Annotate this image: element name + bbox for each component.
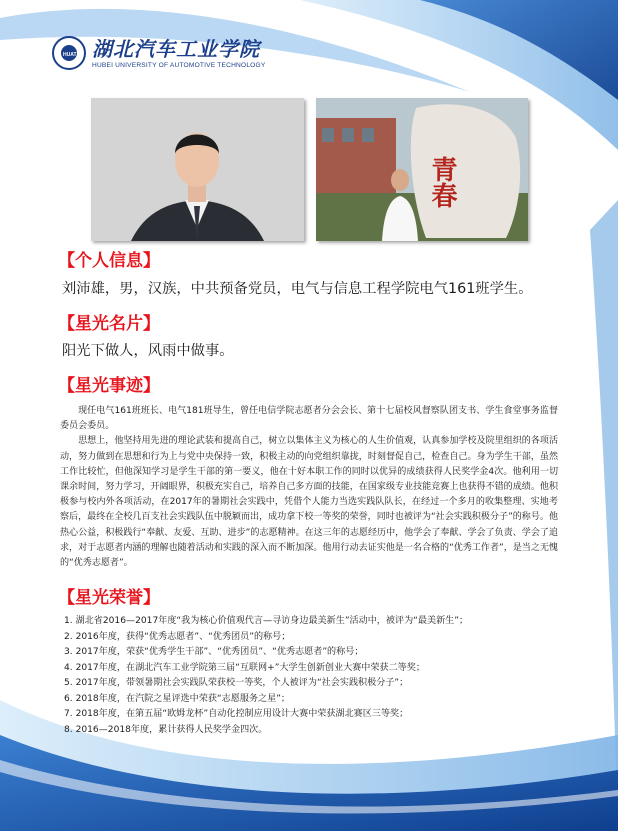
honor-item: 5. 2017年度，带领暑期社会实践队荣获校一等奖，个人被评为“社会实践积极分子”；	[64, 678, 409, 688]
campus-photo	[316, 98, 528, 241]
university-seal-icon	[52, 36, 86, 70]
honors-list	[64, 614, 564, 738]
section-title-honors: 【 星光荣誉 】	[58, 583, 160, 607]
stone-inscription: 青春	[427, 156, 457, 208]
deeds-paragraph: 现任电气161班班长、电气181班导生，曾任电信学院志愿者分会会长、第十七届校风督察队团支书、学生食堂事务监督委员会委员。	[60, 406, 558, 432]
personal-info-text: 刘沛雄，男，汉族，中共预备党员，电气与信息工程学院电气161班学生。	[62, 281, 533, 297]
honor-item: 4. 2017年度，在湖北汽车工业学院第三届“互联网+”大学生创新创业大赛中荣获二等奖；	[64, 662, 425, 673]
university-name-cn: 湖北汽车工业学院	[92, 36, 260, 61]
deeds-title: 星光事迹	[75, 375, 143, 396]
university-logo	[52, 36, 265, 70]
honor-item: 3. 2017年度，荣获“优秀学生干部”、“优秀团员”、“优秀志愿者”的称号；	[64, 647, 364, 657]
campus-illustration	[316, 98, 528, 241]
seal-mark: HUAT	[63, 52, 77, 58]
section-title-deeds: 【 星光事迹 】	[58, 371, 160, 395]
university-name-en: HUBEI UNIVERSITY OF AUTOMOTIVE TECHNOLOGY	[92, 61, 266, 69]
portrait-photo	[91, 98, 304, 241]
section-title-personal-info: 【 个人信息 】	[58, 246, 160, 270]
honor-item: 1. 湖北省2016—2017年度“我为核心价值观代言—寻访身边最美新生”活动中，被评为“最美新生”；	[64, 616, 469, 626]
portrait-illustration	[91, 98, 304, 241]
honor-item: 6. 2018年度，在汽院之星评选中荣获“志愿服务之星”；	[64, 693, 291, 704]
business-card-text: 阳光下做人，风雨中做事。	[62, 343, 234, 359]
honor-item: 7. 2018年度，在第五届“欧姆龙杯”自动化控制应用设计大赛中荣获湖北赛区三等奖；	[64, 709, 409, 719]
honor-item: 2. 2016年度，获得“优秀志愿者”、“优秀团员”的称号；	[64, 631, 291, 642]
honor-item: 8. 2016—2018年度，累计获得人民奖学金四次。	[64, 724, 268, 735]
business-card-title: 星光名片	[75, 313, 143, 334]
honors-title: 星光荣誉	[75, 587, 143, 608]
section-title-business-card: 【 星光名片 】	[58, 309, 160, 333]
deeds-paragraph: 思想上，他坚持用先进的理论武装和提高自己，树立以集体主义为核心的人生价值观，认真参加学校及院里组织的各项活动，努力做到在思想和行为上与党中央保持一致，积极主动的向党组织靠拢，时刻督促自己，检查自己。身为学生干部，虽然工作比较忙，但他深知学习是学生干部的第一要义，他在十好本职工作的同时以优异的成绩获得人民奖学金4次。他利用一切课余时间，努力学习，开阔眼界，积极充实自己，培养自己多方面的技能，在国家级专业技能竞赛上也获得不错的成绩。他积极参与校内外各项活动，在2017年的暑期社会实践中，凭借个人能力当选实践队队长，在经过一个多月的收集整理、实地考察后，最终在全校几百支社会实践队伍中脱颖而出，成功拿下校一等奖的荣誉，同时也被评为“社会实践积极分子”的称号。他热心公益，积极践行“奉献、友爱、互助、进步”的志愿精神。在这三年的志愿经历中，他学会了奉献、学会了负责、学会了追求，对于志愿者内涵的理解也随着活动和实践的深入而不断加深。他用行动去证实他是一名合格的“优秀工作者”，是当之无愧的“优秀志愿者”。	[60, 436, 558, 569]
deeds-body	[60, 404, 558, 571]
personal-info-title: 个人信息	[75, 250, 143, 271]
